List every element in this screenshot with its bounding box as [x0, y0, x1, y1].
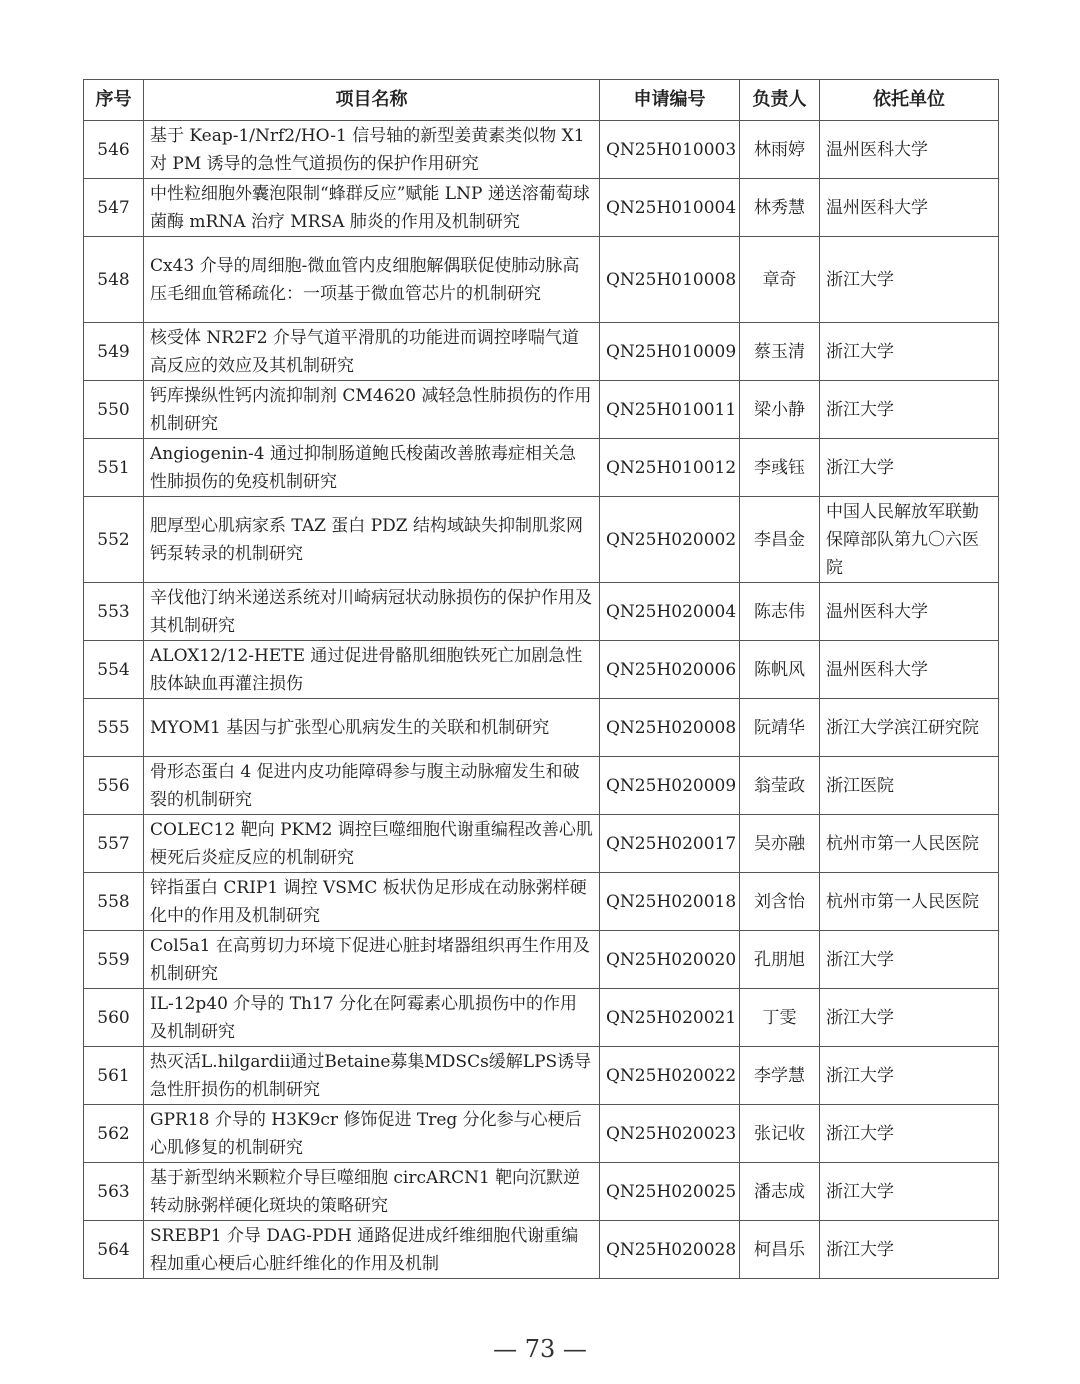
table-row: [84, 873, 999, 931]
application-code: QN25H020023: [600, 1105, 740, 1163]
principal-investigator: 陈帆风: [740, 641, 820, 699]
host-institution: 浙江大学: [820, 439, 999, 497]
page-number: — 73 —: [493, 1335, 587, 1363]
table-row: [84, 1047, 999, 1105]
project-title: ALOX12/12-HETE 通过促进骨骼肌细胞铁死亡加剧急性肢体缺血再灌注损伤: [144, 641, 600, 699]
principal-investigator: 张记收: [740, 1105, 820, 1163]
application-code: QN25H010012: [600, 439, 740, 497]
application-code: QN25H020021: [600, 989, 740, 1047]
principal-investigator: 阮靖华: [740, 699, 820, 757]
project-title: 基于新型纳米颗粒介导巨噬细胞 circARCN1 靶向沉默逆转动脉粥样硬化斑块的策略研究: [144, 1163, 600, 1221]
host-institution: 杭州市第一人民医院: [820, 815, 999, 873]
application-code: QN25H010008: [600, 237, 740, 323]
table-row: [84, 1105, 999, 1163]
project-title: Col5a1 在高剪切力环境下促进心脏封堵器组织再生作用及机制研究: [144, 931, 600, 989]
host-institution: 杭州市第一人民医院: [820, 873, 999, 931]
application-code: QN25H020004: [600, 583, 740, 641]
row-number: 559: [84, 931, 144, 989]
host-institution: 浙江大学: [820, 989, 999, 1047]
table-row: [84, 439, 999, 497]
row-number: 564: [84, 1221, 144, 1279]
principal-investigator: 翁莹政: [740, 757, 820, 815]
table-row: [84, 121, 999, 179]
host-institution: 浙江大学滨江研究院: [820, 699, 999, 757]
row-number: 552: [84, 497, 144, 583]
table-row: [84, 381, 999, 439]
project-title: SREBP1 介导 DAG-PDH 通路促进成纤维细胞代谢重编程加重心梗后心脏纤维化的作用及机制: [144, 1221, 600, 1279]
row-number: 550: [84, 381, 144, 439]
table-row: [84, 1163, 999, 1221]
project-table: [83, 79, 999, 1279]
application-code: QN25H010011: [600, 381, 740, 439]
host-institution: 浙江大学: [820, 323, 999, 381]
project-title: 骨形态蛋白 4 促进内皮功能障碍参与腹主动脉瘤发生和破裂的机制研究: [144, 757, 600, 815]
table-row: [84, 815, 999, 873]
principal-investigator: 李昌金: [740, 497, 820, 583]
header-person: 负责人: [740, 80, 820, 121]
table-row: [84, 699, 999, 757]
application-code: QN25H020006: [600, 641, 740, 699]
header-title: 项目名称: [144, 80, 600, 121]
principal-investigator: 潘志成: [740, 1163, 820, 1221]
project-title: COLEC12 靶向 PKM2 调控巨噬细胞代谢重编程改善心肌梗死后炎症反应的机制研究: [144, 815, 600, 873]
project-title: Angiogenin-4 通过抑制肠道鲍氏梭菌改善脓毒症相关急性肺损伤的免疫机制研究: [144, 439, 600, 497]
row-number: 557: [84, 815, 144, 873]
principal-investigator: 章奇: [740, 237, 820, 323]
row-number: 556: [84, 757, 144, 815]
table-row: [84, 641, 999, 699]
host-institution: 浙江大学: [820, 1047, 999, 1105]
host-institution: 浙江大学: [820, 381, 999, 439]
header-code: 申请编号: [600, 80, 740, 121]
row-number: 563: [84, 1163, 144, 1221]
host-institution: 浙江大学: [820, 1105, 999, 1163]
application-code: QN25H010009: [600, 323, 740, 381]
row-number: 546: [84, 121, 144, 179]
principal-investigator: 柯昌乐: [740, 1221, 820, 1279]
host-institution: 浙江大学: [820, 931, 999, 989]
host-institution: 温州医科大学: [820, 121, 999, 179]
table-row: [84, 989, 999, 1047]
row-number: 548: [84, 237, 144, 323]
project-title: GPR18 介导的 H3K9cr 修饰促进 Treg 分化参与心梗后心肌修复的机制研究: [144, 1105, 600, 1163]
application-code: QN25H010004: [600, 179, 740, 237]
host-institution: 温州医科大学: [820, 583, 999, 641]
row-number: 558: [84, 873, 144, 931]
row-number: 553: [84, 583, 144, 641]
row-number: 555: [84, 699, 144, 757]
host-institution: 浙江大学: [820, 237, 999, 323]
project-title: MYOM1 基因与扩张型心肌病发生的关联和机制研究: [144, 699, 600, 757]
principal-investigator: 林秀慧: [740, 179, 820, 237]
application-code: QN25H020020: [600, 931, 740, 989]
principal-investigator: 孔朋旭: [740, 931, 820, 989]
project-title: 辛伐他汀纳米递送系统对川崎病冠状动脉损伤的保护作用及其机制研究: [144, 583, 600, 641]
application-code: QN25H020009: [600, 757, 740, 815]
project-title: 锌指蛋白 CRIP1 调控 VSMC 板状伪足形成在动脉粥样硬化中的作用及机制研究: [144, 873, 600, 931]
table-header-row: [84, 80, 999, 121]
project-title: Cx43 介导的周细胞-微血管内皮细胞解偶联促使肺动脉高压毛细血管稀疏化：一项基于微血管芯片的机制研究: [144, 237, 600, 323]
table-row: [84, 179, 999, 237]
principal-investigator: 吴亦融: [740, 815, 820, 873]
project-title: 核受体 NR2F2 介导气道平滑肌的功能进而调控哮喘气道高反应的效应及其机制研究: [144, 323, 600, 381]
host-institution: 中国人民解放军联勤保障部队第九〇六医院: [820, 497, 999, 583]
application-code: QN25H020008: [600, 699, 740, 757]
host-institution: 温州医科大学: [820, 179, 999, 237]
table-row: [84, 757, 999, 815]
principal-investigator: 蔡玉清: [740, 323, 820, 381]
row-number: 560: [84, 989, 144, 1047]
project-title: 热灭活L.hilgardii通过Betaine募集MDSCs缓解LPS诱导急性肝损伤的机制研究: [144, 1047, 600, 1105]
principal-investigator: 李学慧: [740, 1047, 820, 1105]
host-institution: 浙江医院: [820, 757, 999, 815]
row-number: 547: [84, 179, 144, 237]
host-institution: 浙江大学: [820, 1221, 999, 1279]
table-row: [84, 237, 999, 323]
row-number: 554: [84, 641, 144, 699]
application-code: QN25H020017: [600, 815, 740, 873]
project-title: 钙库操纵性钙内流抑制剂 CM4620 减轻急性肺损伤的作用机制研究: [144, 381, 600, 439]
row-number: 551: [84, 439, 144, 497]
table-row: [84, 583, 999, 641]
principal-investigator: 刘含怡: [740, 873, 820, 931]
application-code: QN25H020002: [600, 497, 740, 583]
row-number: 562: [84, 1105, 144, 1163]
host-institution: 浙江大学: [820, 1163, 999, 1221]
table-row: [84, 323, 999, 381]
application-code: QN25H010003: [600, 121, 740, 179]
table-row: [84, 497, 999, 583]
project-title: 肥厚型心肌病家系 TAZ 蛋白 PDZ 结构域缺失抑制肌浆网钙泵转录的机制研究: [144, 497, 600, 583]
table-row: [84, 1221, 999, 1279]
project-title: 中性粒细胞外囊泡限制“蜂群反应”赋能 LNP 递送溶葡萄球菌酶 mRNA 治疗 MRSA 肺炎的作用及机制研究: [144, 179, 600, 237]
application-code: QN25H020018: [600, 873, 740, 931]
row-number: 561: [84, 1047, 144, 1105]
principal-investigator: 林雨婷: [740, 121, 820, 179]
header-no: 序号: [84, 80, 144, 121]
application-code: QN25H020025: [600, 1163, 740, 1221]
project-title: IL-12p40 介导的 Th17 分化在阿霉素心肌损伤中的作用及机制研究: [144, 989, 600, 1047]
project-title: 基于 Keap-1/Nrf2/HO-1 信号轴的新型姜黄素类似物 X1 对 PM 诱导的急性气道损伤的保护作用研究: [144, 121, 600, 179]
table-row: [84, 931, 999, 989]
application-code: QN25H020022: [600, 1047, 740, 1105]
principal-investigator: 李彧钰: [740, 439, 820, 497]
principal-investigator: 梁小静: [740, 381, 820, 439]
application-code: QN25H020028: [600, 1221, 740, 1279]
header-unit: 依托单位: [820, 80, 999, 121]
table-body: [84, 121, 999, 1279]
host-institution: 温州医科大学: [820, 641, 999, 699]
principal-investigator: 陈志伟: [740, 583, 820, 641]
principal-investigator: 丁雯: [740, 989, 820, 1047]
row-number: 549: [84, 323, 144, 381]
